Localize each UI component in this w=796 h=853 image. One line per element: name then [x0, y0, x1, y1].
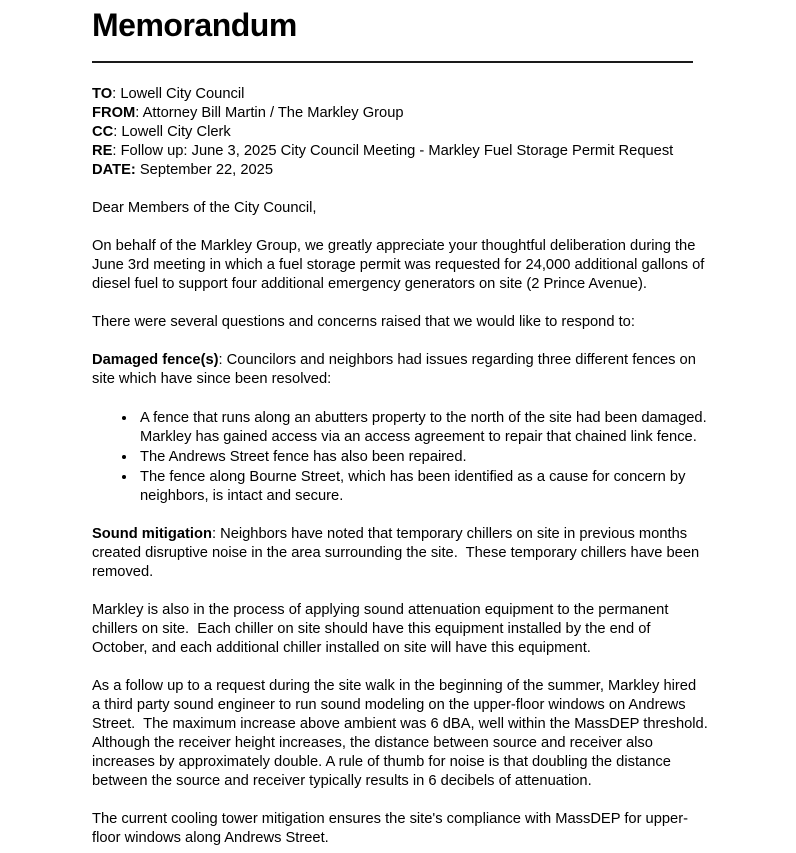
field-date-value: September 22, 2025: [139, 161, 273, 178]
field-from: [92, 104, 708, 123]
paragraph-sound-mitigation-lead: Sound mitigation: [92, 525, 212, 542]
paragraph-damaged-fences-lead: Damaged fence(s): [92, 351, 219, 368]
paragraph-damaged-fences-text: : Councilors and neighbors had issues regarding three different fences on site which have since been resolved:: [92, 351, 700, 387]
paragraph-attenuation: Markley is also in the process of applying sound attenuation equipment to the permanent chillers on site. Each chiller on site should have this equipment installed by the end of October, and each additional chiller installed on site will have this equipment.: [92, 601, 673, 656]
field-from-label: FROM: [92, 104, 136, 121]
field-to: [92, 85, 708, 104]
field-from-value: Attorney Bill Martin / The Markley Group: [142, 104, 404, 121]
field-date: [92, 161, 708, 180]
paragraph-intro: On behalf of the Markley Group, we greatly appreciate your thoughtful deliberation during the June 3rd meeting in which a fuel storage permit was requested for 24,000 additional gallons of diesel fuel to support four additional emergency generators on site (2 Prince Avenue).: [92, 237, 709, 292]
paragraph-sound-mitigation-text: : Neighbors have noted that temporary chillers on site in previous months created disruptive noise in the area surrounding the site. These temporary chillers have been removed.: [92, 525, 704, 580]
field-to-value: Lowell City Council: [120, 85, 245, 102]
title-divider: [92, 61, 693, 63]
field-from-sep: :: [135, 104, 143, 121]
field-cc-label: CC: [92, 123, 114, 140]
field-to-label: TO: [92, 85, 113, 102]
field-date-label: DATE:: [92, 161, 136, 178]
list-item-andrews-fence: • The Andrews Street fence has also been repaired.: [137, 447, 708, 467]
field-re-label: RE: [92, 142, 113, 159]
field-cc-sep: :: [113, 123, 122, 140]
paragraph-sound-mitigation: [92, 525, 708, 582]
salutation: Dear Members of the City Council,: [92, 199, 317, 216]
field-to-sep: :: [112, 85, 121, 102]
paragraph-compliance: The current cooling tower mitigation ensures the site's compliance with MassDEP for upper-floor windows along Andrews Street.: [92, 810, 689, 846]
field-cc: [92, 123, 708, 142]
list-item-abutters-fence: • A fence that runs along an abutters property to the north of the site had been damaged. Markley has gained access via an access agreement to repair that chained link fence.: [137, 408, 708, 447]
field-cc-value: Lowell City Clerk: [121, 123, 231, 140]
field-re-value: Follow up: June 3, 2025 City Council Meeting - Markley Fuel Storage Permit Request: [120, 142, 674, 159]
field-re: [92, 142, 708, 161]
memo-header-fields: [92, 85, 708, 180]
paragraph-questions: There were several questions and concerns raised that we would like to respond to:: [92, 313, 635, 330]
paragraph-sound-modeling: As a follow up to a request during the site walk in the beginning of the summer, Markley hired a third party sound engineer to run sound modeling on the upper-floor windows on Andrews Street. The maximum increase above ambient was 6 dBA, well within the MassDEP threshold. Although the receiver height increases, the distance between source and receiver also increases by approximately double. A rule of thumb for noise is that doubling the distance between the source and receiver typically results in 6 decibels of attenuation.: [92, 677, 712, 789]
list-item-bourne-fence: • The fence along Bourne Street, which has been identified as a cause for concern by neighbors, is intact and secure.: [137, 467, 708, 506]
fence-bullet-list: [92, 408, 711, 506]
memo-title: Memorandum: [92, 7, 297, 43]
field-re-sep: :: [112, 142, 121, 159]
paragraph-damaged-fences: [92, 351, 708, 389]
